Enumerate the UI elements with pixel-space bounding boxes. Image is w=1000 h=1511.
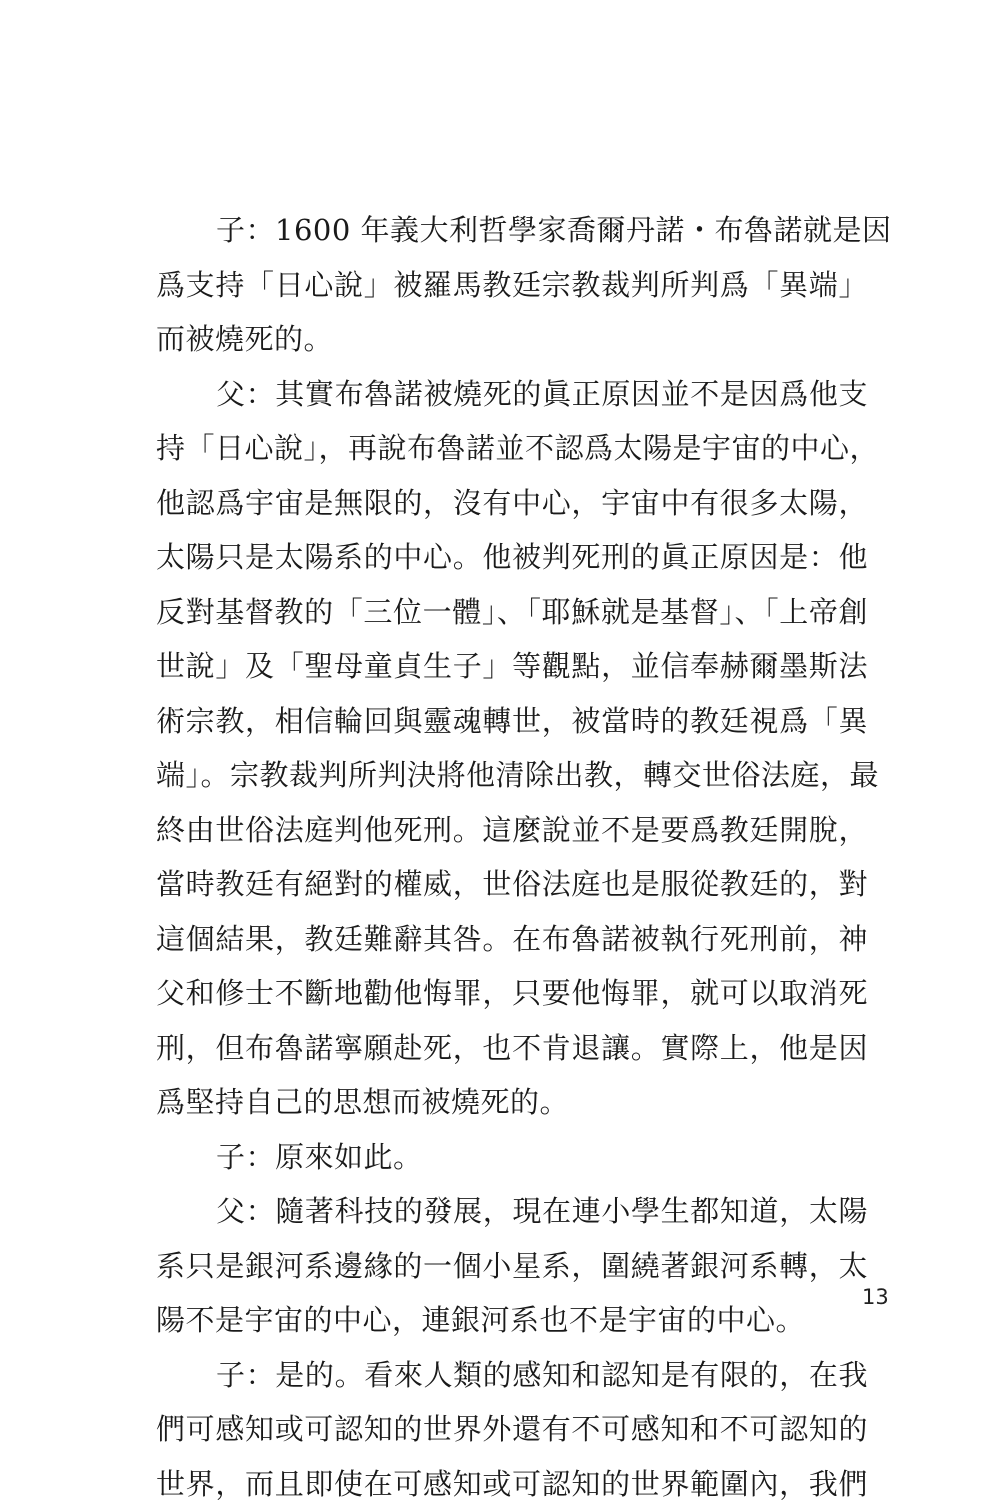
text-line: 術宗教，相信輪回與靈魂轉世，被當時的教廷視爲「異 (156, 694, 868, 749)
text-line: 父：隨著科技的發展，現在連小學生都知道，太陽 (156, 1184, 868, 1239)
text-line: 刑，但布魯諾寧願赴死，也不肯退讓。實際上，他是因 (156, 1021, 868, 1076)
page-number: 13 (862, 1285, 889, 1309)
body-text (156, 203, 868, 1511)
text-line: 持「日心說」，再說布魯諾並不認爲太陽是宇宙的中心， (156, 421, 868, 476)
text-line: 子：1600 年義大利哲學家喬爾丹諾・布魯諾就是因 (156, 203, 868, 258)
text-line: 子：是的。看來人類的感知和認知是有限的，在我 (156, 1348, 868, 1403)
text-line: 他認爲宇宙是無限的，沒有中心，宇宙中有很多太陽， (156, 476, 868, 531)
text-line: 系只是銀河系邊緣的一個小星系，圍繞著銀河系轉，太 (156, 1239, 868, 1294)
text-line: 端」。宗教裁判所判決將他清除出教，轉交世俗法庭，最 (156, 748, 868, 803)
text-line: 而被燒死的。 (156, 312, 868, 367)
text-line: 這個結果，教廷難辭其咎。在布魯諾被執行死刑前，神 (156, 912, 868, 967)
text-line: 終由世俗法庭判他死刑。這麼說並不是要爲教廷開脫， (156, 803, 868, 858)
text-line: 世界，而且即使在可感知或可認知的世界範圍內，我們 (156, 1457, 868, 1511)
text-line: 當時教廷有絕對的權威，世俗法庭也是服從教廷的，對 (156, 857, 868, 912)
text-line: 陽不是宇宙的中心，連銀河系也不是宇宙的中心。 (156, 1293, 868, 1348)
text-line: 爲堅持自己的思想而被燒死的。 (156, 1075, 868, 1130)
text-line: 反對基督教的「三位一體」、「耶穌就是基督」、「上帝創 (156, 585, 868, 640)
text-line: 父和修士不斷地勸他悔罪，只要他悔罪，就可以取消死 (156, 966, 868, 1021)
text-line: 們可感知或可認知的世界外還有不可感知和不可認知的 (156, 1402, 868, 1457)
text-line: 爲支持「日心說」被羅馬教廷宗教裁判所判爲「異端」 (156, 258, 868, 313)
text-line: 太陽只是太陽系的中心。他被判死刑的眞正原因是：他 (156, 530, 868, 585)
text-line: 世說」及「聖母童貞生子」等觀點，並信奉赫爾墨斯法 (156, 639, 868, 694)
text-line: 子：原來如此。 (156, 1130, 868, 1185)
text-line: 父：其實布魯諾被燒死的眞正原因並不是因爲他支 (156, 367, 868, 422)
